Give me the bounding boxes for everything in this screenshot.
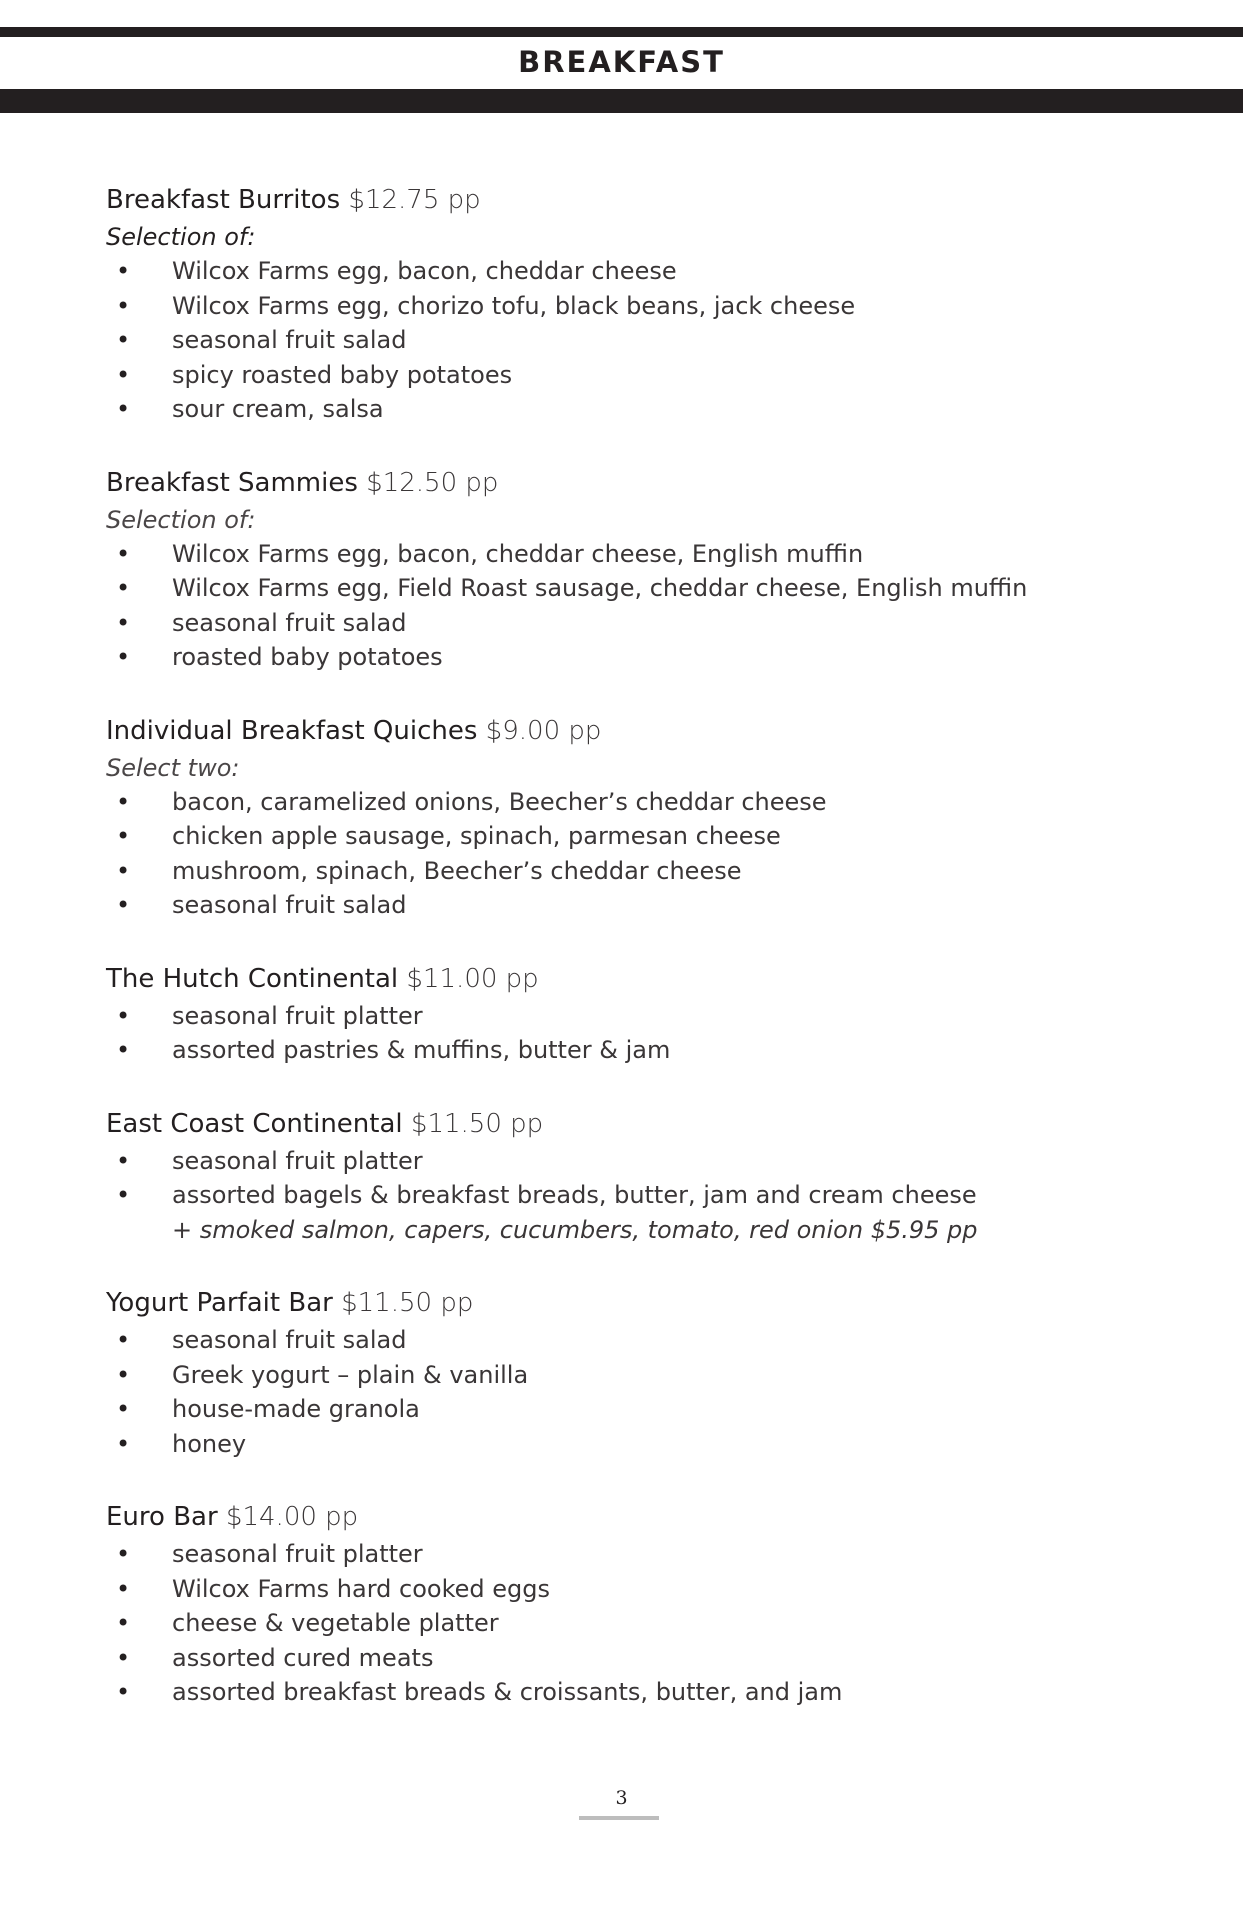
section-header [0, 27, 1243, 113]
bullet-icon: • [116, 257, 131, 285]
item-name: East Coast Continental [106, 1108, 403, 1139]
item-price: $14.00 pp [225, 1502, 359, 1532]
list-item-text: assorted cured meats [172, 1643, 434, 1672]
list-item [106, 854, 1136, 889]
list-item [106, 1427, 1136, 1462]
menu-item-east-coast-continental [106, 1104, 1136, 1248]
item-heading [106, 463, 1136, 503]
item-bullets [106, 1323, 1136, 1461]
item-heading [106, 1283, 1136, 1323]
menu-item-yogurt-parfait-bar [106, 1283, 1136, 1461]
list-item-text: seasonal fruit platter [172, 1540, 423, 1568]
bullet-icon: • [116, 1609, 131, 1637]
list-item [106, 571, 1136, 606]
menu-list [106, 180, 1136, 1746]
item-name: Yogurt Parfait Bar [106, 1288, 333, 1318]
item-name: The Hutch Continental [106, 963, 399, 994]
menu-item-breakfast-sammies [106, 463, 1136, 675]
list-item-text: chicken apple sausage, spinach, parmesan cheese [172, 822, 781, 850]
list-item [106, 1606, 1136, 1641]
item-name: Breakfast Burritos [106, 185, 341, 215]
list-item [106, 819, 1136, 854]
item-price: $9.00 pp [485, 715, 602, 746]
list-item-text: Wilcox Farms egg, chorizo tofu, black beans, jack cheese [172, 291, 856, 320]
item-price: $12.75 pp [348, 185, 481, 215]
bullet-icon: • [116, 891, 131, 919]
add-on-note: + smoked salmon, capers, cucumbers, tomato, red onion $5.95 pp [172, 1215, 978, 1244]
list-item-text: cheese & vegetable platter [172, 1609, 499, 1637]
page-number: 3 [615, 1787, 628, 1809]
list-item [106, 1392, 1136, 1427]
page-number-rule [579, 1816, 659, 1820]
list-item-text: Greek yogurt – plain & vanilla [172, 1360, 529, 1389]
list-item-text: seasonal fruit salad [172, 608, 407, 637]
menu-item-individual-breakfast-quiches [106, 711, 1136, 923]
bullet-icon: • [116, 1643, 131, 1672]
selection-note: Select two: [106, 753, 240, 782]
item-bullets [106, 999, 1136, 1068]
list-item-text: sour cream, salsa [172, 395, 384, 423]
bullet-icon: • [116, 1360, 131, 1389]
list-item [106, 392, 1136, 427]
bullet-icon: • [116, 643, 131, 671]
item-heading [106, 711, 1136, 751]
menu-item-euro-bar [106, 1497, 1136, 1710]
bullet-icon: • [116, 1429, 131, 1458]
item-heading [106, 959, 1136, 999]
bullet-icon: • [116, 1036, 131, 1064]
bullet-icon: • [116, 360, 131, 389]
item-bullets [106, 254, 1136, 427]
list-item-text: seasonal fruit salad [172, 1326, 407, 1354]
list-item [106, 606, 1136, 641]
list-item-text: spicy roasted baby potatoes [172, 360, 513, 389]
list-item [106, 537, 1136, 572]
bullet-icon: • [116, 326, 131, 354]
list-item-text: Wilcox Farms egg, Field Roast sausage, cheddar cheese, English muffin [172, 574, 1028, 602]
bullet-icon: • [116, 1395, 131, 1423]
bullet-icon: • [116, 1678, 131, 1706]
menu-item-hutch-continental [106, 959, 1136, 1068]
list-item [106, 1144, 1136, 1179]
list-item [106, 888, 1136, 923]
item-bullets [106, 537, 1136, 675]
bullet-icon: • [116, 1001, 131, 1030]
list-item-text: mushroom, spinach, Beecher’s cheddar cheese [172, 856, 742, 885]
list-item-text: honey [172, 1429, 247, 1458]
list-item [106, 289, 1136, 324]
list-item-text: assorted bagels & breakfast breads, butter, jam and cream cheese [172, 1181, 977, 1209]
bullet-icon: • [116, 574, 131, 602]
list-item [106, 1323, 1136, 1358]
bullet-icon: • [116, 539, 131, 568]
bullet-icon: • [116, 395, 131, 423]
item-price: $12.50 pp [366, 467, 499, 498]
item-bullets [106, 785, 1136, 923]
list-item-text: Wilcox Farms egg, bacon, cheddar cheese, English muffin [172, 539, 864, 568]
list-item-text: seasonal fruit salad [172, 891, 407, 919]
list-item-text: roasted baby potatoes [172, 643, 443, 671]
item-name: Individual Breakfast Quiches [106, 715, 478, 746]
bullet-icon: • [116, 1146, 131, 1175]
list-item [106, 1033, 1136, 1068]
list-item [106, 358, 1136, 393]
list-item [106, 254, 1136, 289]
list-item [106, 1572, 1136, 1607]
list-item [106, 785, 1136, 820]
item-price: $11.50 pp [410, 1108, 544, 1139]
list-item-text: Wilcox Farms hard cooked eggs [172, 1574, 550, 1603]
list-item [106, 1178, 1136, 1213]
bullet-icon: • [116, 608, 131, 637]
header-rule-bottom [0, 89, 1243, 113]
list-item [106, 640, 1136, 675]
list-item [106, 999, 1136, 1034]
bullet-icon: • [116, 822, 131, 850]
item-name: Breakfast Sammies [106, 467, 358, 498]
item-price: $11.50 pp [341, 1288, 474, 1318]
item-heading [106, 1497, 1136, 1537]
bullet-icon: • [116, 291, 131, 320]
item-price: $11.00 pp [406, 963, 539, 994]
section-title: BREAKFAST [518, 45, 725, 79]
list-item [106, 1358, 1136, 1393]
list-item-text: seasonal fruit platter [172, 1146, 423, 1175]
selection-note: Selection of: [106, 505, 256, 534]
selection-note: Selection of: [106, 223, 256, 251]
bullet-icon: • [116, 856, 131, 885]
item-bullets [106, 1144, 1136, 1213]
list-item-text: seasonal fruit salad [172, 326, 407, 354]
bullet-icon: • [116, 1181, 131, 1209]
header-rule-top [0, 27, 1243, 37]
list-item-text: seasonal fruit platter [172, 1001, 423, 1030]
menu-item-breakfast-burritos [106, 180, 1136, 427]
list-item [106, 1675, 1136, 1710]
list-item [106, 1537, 1136, 1572]
list-item-text: assorted pastries & muffins, butter & jam [172, 1036, 671, 1064]
list-item-text: bacon, caramelized onions, Beecher’s cheddar cheese [172, 787, 827, 816]
item-name: Euro Bar [106, 1502, 218, 1532]
bullet-icon: • [116, 1540, 131, 1568]
bullet-icon: • [116, 787, 131, 816]
list-item [106, 1641, 1136, 1676]
list-item-text: assorted breakfast breads & croissants, butter, and jam [172, 1678, 843, 1706]
bullet-icon: • [116, 1326, 131, 1354]
bullet-icon: • [116, 1574, 131, 1603]
list-item-text: house-made granola [172, 1395, 420, 1423]
page-footer [0, 1786, 1243, 1810]
list-item [106, 323, 1136, 358]
item-bullets [106, 1537, 1136, 1710]
item-heading [106, 180, 1136, 220]
item-heading [106, 1104, 1136, 1144]
list-item-text: Wilcox Farms egg, bacon, cheddar cheese [172, 257, 677, 285]
